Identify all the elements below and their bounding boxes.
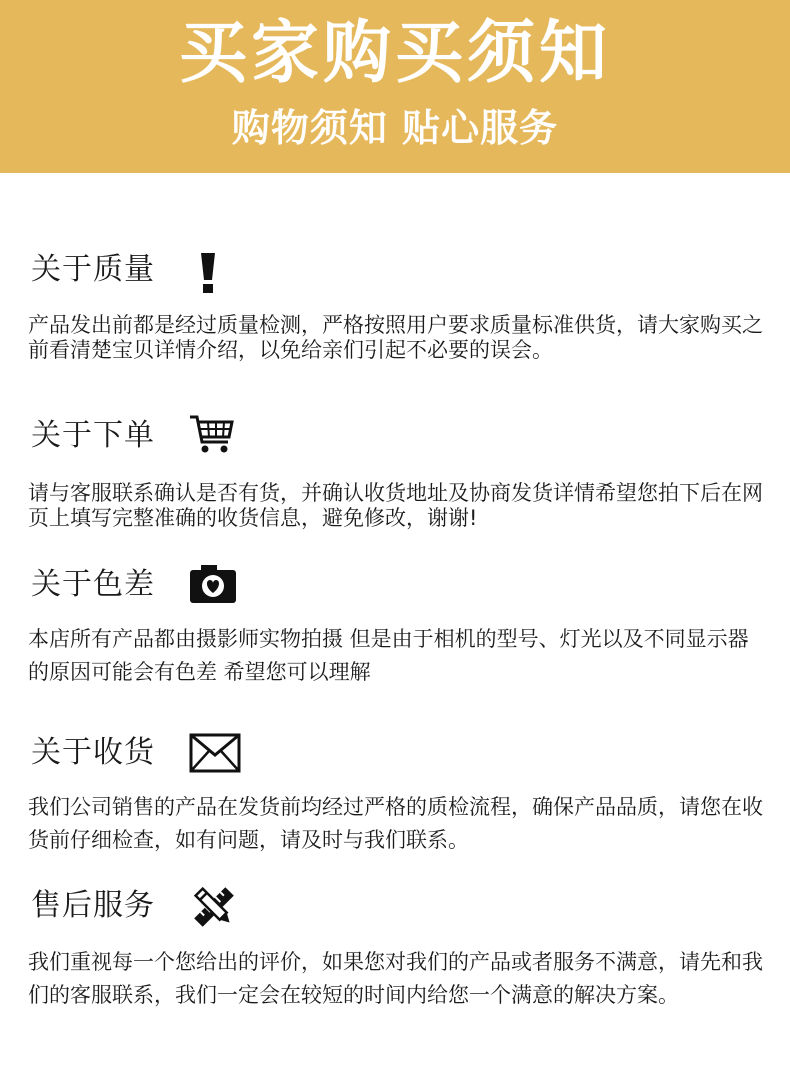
section-body: 本店所有产品都由摄影师实物拍摄 但是由于相机的型号、灯光以及不同显示器的原因可能会有色差 希望您可以理解 [28, 627, 749, 684]
section-body: 产品发出前都是经过质量检测，严格按照用户要求质量标准供货，请大家购买之前看清楚宝贝详情介绍，以免给亲们引起不必要的误会。 [28, 313, 763, 362]
section-title: 售后服务 [31, 888, 155, 923]
section-title: 关于收货 [31, 735, 155, 770]
pencil-ruler-icon [191, 884, 237, 930]
header-banner [0, 0, 790, 173]
shopping-cart-icon [188, 412, 236, 456]
banner-title: 买家购买须知 [178, 14, 611, 93]
camera-heart-icon [189, 563, 237, 605]
exclamation-icon [196, 252, 220, 294]
section-title: 关于色差 [31, 567, 155, 602]
banner-subtitle: 购物须知 贴心服务 [231, 106, 559, 150]
section-body: 请与客服联系确认是否有货，并确认收货地址及协商发货详情希望您拍下后在网页上填写完整准确的收货信息，避免修改，谢谢! [28, 481, 763, 530]
section-title: 关于下单 [31, 418, 155, 453]
section-title: 关于质量 [31, 252, 155, 287]
section-body: 我们重视每一个您给出的评价，如果您对我们的产品或者服务不满意，请先和我们的客服联系，我们一定会在较短的时间内给您一个满意的解决方案。 [28, 950, 763, 1007]
section-body: 我们公司销售的产品在发货前均经过严格的质检流程，确保产品品质，请您在收货前仔细检查，如有问题，请及时与我们联系。 [28, 795, 763, 852]
envelope-icon [189, 733, 241, 773]
